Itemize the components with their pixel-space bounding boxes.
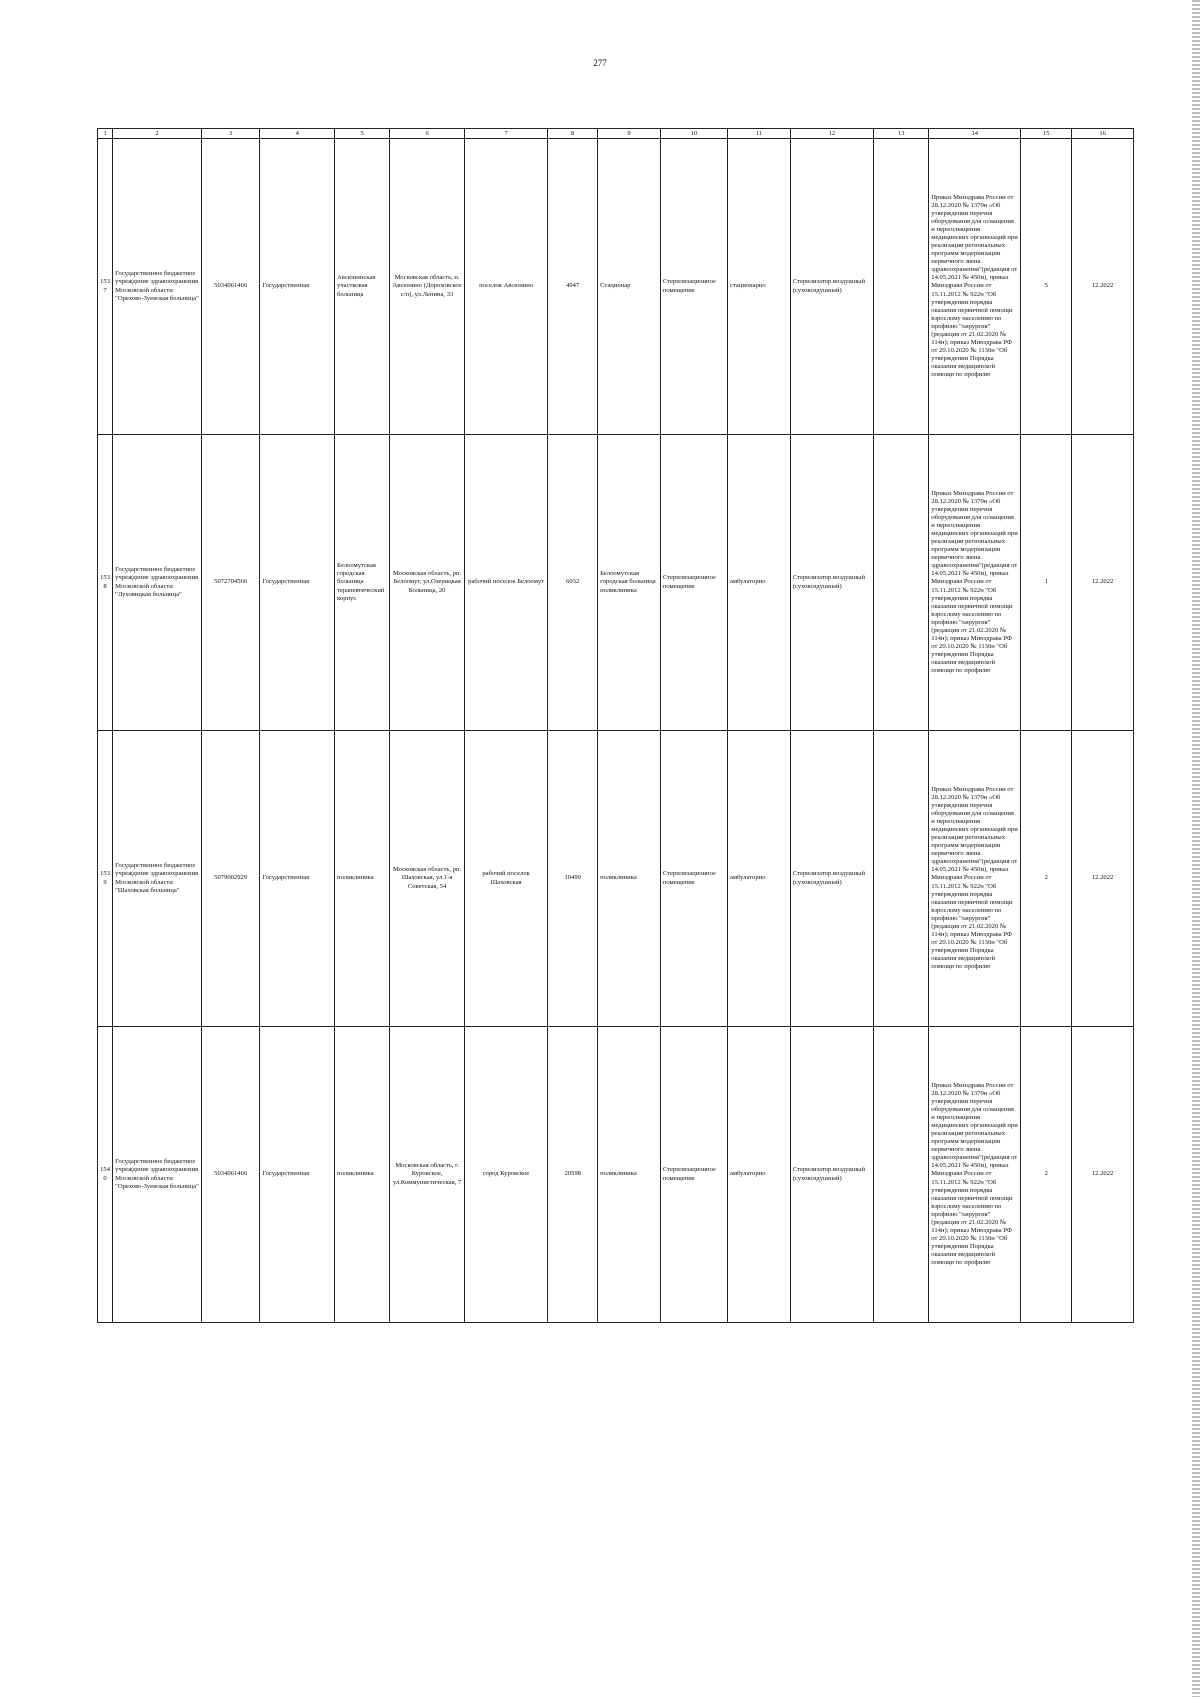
ownership-form: Государственная <box>260 435 335 731</box>
legal-basis: Приказ Минздрава России от 28.12.2020 № 1379н «Об утверждении перечня оборудования для оснащения и переоснащения медицинских организаций при реализации региональных программ модернизации первичного звена здравоохранения"(редакция от 14.05.2021 № 450н), приказ Минздрава России от 15.11.2012 № 922н "Об утверждении порядка оказания первичной помощи взрослому населению по профилю "хирургия" (редакция от 21.02.2020 № 114н); приказ Минздрава РФ от 20.10.2020 № 1130н "Об утверждении Порядка оказания медицинской помощи по профилю <box>929 1027 1021 1323</box>
population: 10499 <box>548 731 598 1027</box>
row-number: 1539 <box>98 731 113 1027</box>
facility-type: Стационар <box>598 139 661 435</box>
ownership-form: Государственная <box>260 1027 335 1323</box>
facility-type: Белоомутская городская больница поликлиника <box>598 435 661 731</box>
column-number-row <box>98 129 1134 139</box>
address: Московская область, г. Куровское, ул.Коммунистическая, 7 <box>390 1027 465 1323</box>
ownership-form: Государственная <box>260 731 335 1027</box>
column-number: 10 <box>660 129 727 139</box>
division: Белоомутская городская больница терапевтический корпус <box>335 435 390 731</box>
care-form: амбулаторно <box>727 1027 790 1323</box>
table-row <box>98 139 1134 435</box>
column-number: 16 <box>1072 129 1134 139</box>
column-number: 5 <box>335 129 390 139</box>
population: 4947 <box>548 139 598 435</box>
column-number: 15 <box>1021 129 1072 139</box>
column-13 <box>874 435 929 731</box>
table-row <box>98 1027 1134 1323</box>
facility-type: поликлиника <box>598 1027 661 1323</box>
population: 20598 <box>548 1027 598 1323</box>
settlement: рабочий поселок Белоомут <box>464 435 547 731</box>
column-number: 9 <box>598 129 661 139</box>
settlement: город Куровское <box>464 1027 547 1323</box>
column-number: 7 <box>464 129 547 139</box>
division: поликлиника <box>335 1027 390 1323</box>
delivery-date: 12.2022 <box>1072 731 1134 1027</box>
settlement: рабочий поселок Шаховская <box>464 731 547 1027</box>
delivery-date: 12.2022 <box>1072 139 1134 435</box>
quantity: 5 <box>1021 139 1072 435</box>
organization-name: Государственное бюджетное учреждение здравоохранения Московской области "Орехово-Зуевская больница" <box>113 1027 202 1323</box>
quantity: 1 <box>1021 435 1072 731</box>
equipment: Стерилизатор воздушный (суховоздушный) <box>790 1027 873 1323</box>
row-number: 1538 <box>98 435 113 731</box>
column-number: 8 <box>548 129 598 139</box>
facility-type: поликлиника <box>598 731 661 1027</box>
inn: 5079002929 <box>201 731 259 1027</box>
care-form: стационарно <box>727 139 790 435</box>
column-13 <box>874 731 929 1027</box>
table-row <box>98 435 1134 731</box>
care-form: амбулаторно <box>727 435 790 731</box>
scan-edge-pattern <box>1192 0 1200 1697</box>
page-number: 277 <box>593 58 607 68</box>
room: Стерилизационное помещение <box>660 139 727 435</box>
legal-basis: Приказ Минздрава России от 28.12.2020 № 1379н «Об утверждении перечня оборудования для оснащения и переоснащения медицинских организаций при реализации региональных программ модернизации первичного звена здравоохранения"(редакция от 14.05.2021 № 450н), приказ Минздрава России от 15.11.2012 № 922н "Об утверждении порядка оказания первичной помощи взрослому населению по профилю "хирургия" (редакция от 21.02.2020 № 114н); приказ Минздрава РФ от 20.10.2020 № 1130н "Об утверждении Порядка оказания медицинской помощи по профилю <box>929 139 1021 435</box>
organization-name: Государственное бюджетное учреждение здравоохранения Московской области "Шаховская больница" <box>113 731 202 1027</box>
column-number: 3 <box>201 129 259 139</box>
column-number: 6 <box>390 129 465 139</box>
address: Московская область, п. Авсюнино (Дороховское с/п), ул.Ленина, 33 <box>390 139 465 435</box>
inn: 5034061466 <box>201 139 259 435</box>
quantity: 2 <box>1021 1027 1072 1323</box>
population: 6032 <box>548 435 598 731</box>
row-number: 1537 <box>98 139 113 435</box>
column-13 <box>874 139 929 435</box>
equipment: Стерилизатор воздушный (суховоздушный) <box>790 435 873 731</box>
column-number: 4 <box>260 129 335 139</box>
room: Стерилизационное помещение <box>660 1027 727 1323</box>
inn: 5034061466 <box>201 1027 259 1323</box>
column-13 <box>874 1027 929 1323</box>
row-number: 1540 <box>98 1027 113 1323</box>
equipment-register-table <box>97 128 1134 1323</box>
legal-basis: Приказ Минздрава России от 28.12.2020 № 1379н «Об утверждении перечня оборудования для оснащения и переоснащения медицинских организаций при реализации региональных программ модернизации первичного звена здравоохранения"(редакция от 14.05.2021 № 450н), приказ Минздрава России от 15.11.2012 № 922н "Об утверждении порядка оказания первичной помощи взрослому населению по профилю "хирургия" (редакция от 21.02.2020 № 114н); приказ Минздрава РФ от 20.10.2020 № 1130н "Об утверждении Порядка оказания медицинской помощи по профилю <box>929 435 1021 731</box>
column-number: 12 <box>790 129 873 139</box>
table-row <box>98 731 1134 1027</box>
delivery-date: 12.2022 <box>1072 435 1134 731</box>
address: Московская область, рп. Шаховская, ул.1-я Советская, 54 <box>390 731 465 1027</box>
division: поликлиника <box>335 731 390 1027</box>
equipment: Стерилизатор воздушный (суховоздушный) <box>790 139 873 435</box>
room: Стерилизационное помещение <box>660 731 727 1027</box>
organization-name: Государственное бюджетное учреждение здравоохранения Московской области "Орехово-Зуевская больница" <box>113 139 202 435</box>
address: Московская область, рп. Белоомут, ул.Озерицкая Больница, 20 <box>390 435 465 731</box>
column-number: 14 <box>929 129 1021 139</box>
care-form: амбулаторно <box>727 731 790 1027</box>
division: Авсюнинская участковая больница <box>335 139 390 435</box>
inn: 5072704566 <box>201 435 259 731</box>
delivery-date: 12.2022 <box>1072 1027 1134 1323</box>
settlement: поселок Авсюнино <box>464 139 547 435</box>
equipment: Стерилизатор воздушный (суховоздушный) <box>790 731 873 1027</box>
column-number: 1 <box>98 129 113 139</box>
room: Стерилизационное помещение <box>660 435 727 731</box>
ownership-form: Государственная <box>260 139 335 435</box>
organization-name: Государственное бюджетное учреждение здравоохранения Московской области "Луховицкая больница" <box>113 435 202 731</box>
quantity: 2 <box>1021 731 1072 1027</box>
column-number: 13 <box>874 129 929 139</box>
column-number: 11 <box>727 129 790 139</box>
column-number: 2 <box>113 129 202 139</box>
legal-basis: Приказ Минздрава России от 28.12.2020 № 1379н «Об утверждении перечня оборудования для оснащения и переоснащения медицинских организаций при реализации региональных программ модернизации первичного звена здравоохранения"(редакция от 14.05.2021 № 450н), приказ Минздрава России от 15.11.2012 № 922н "Об утверждении порядка оказания первичной помощи взрослому населению по профилю "хирургия" (редакция от 21.02.2020 № 114н); приказ Минздрава РФ от 20.10.2020 № 1130н "Об утверждении Порядка оказания медицинской помощи по профилю <box>929 731 1021 1027</box>
